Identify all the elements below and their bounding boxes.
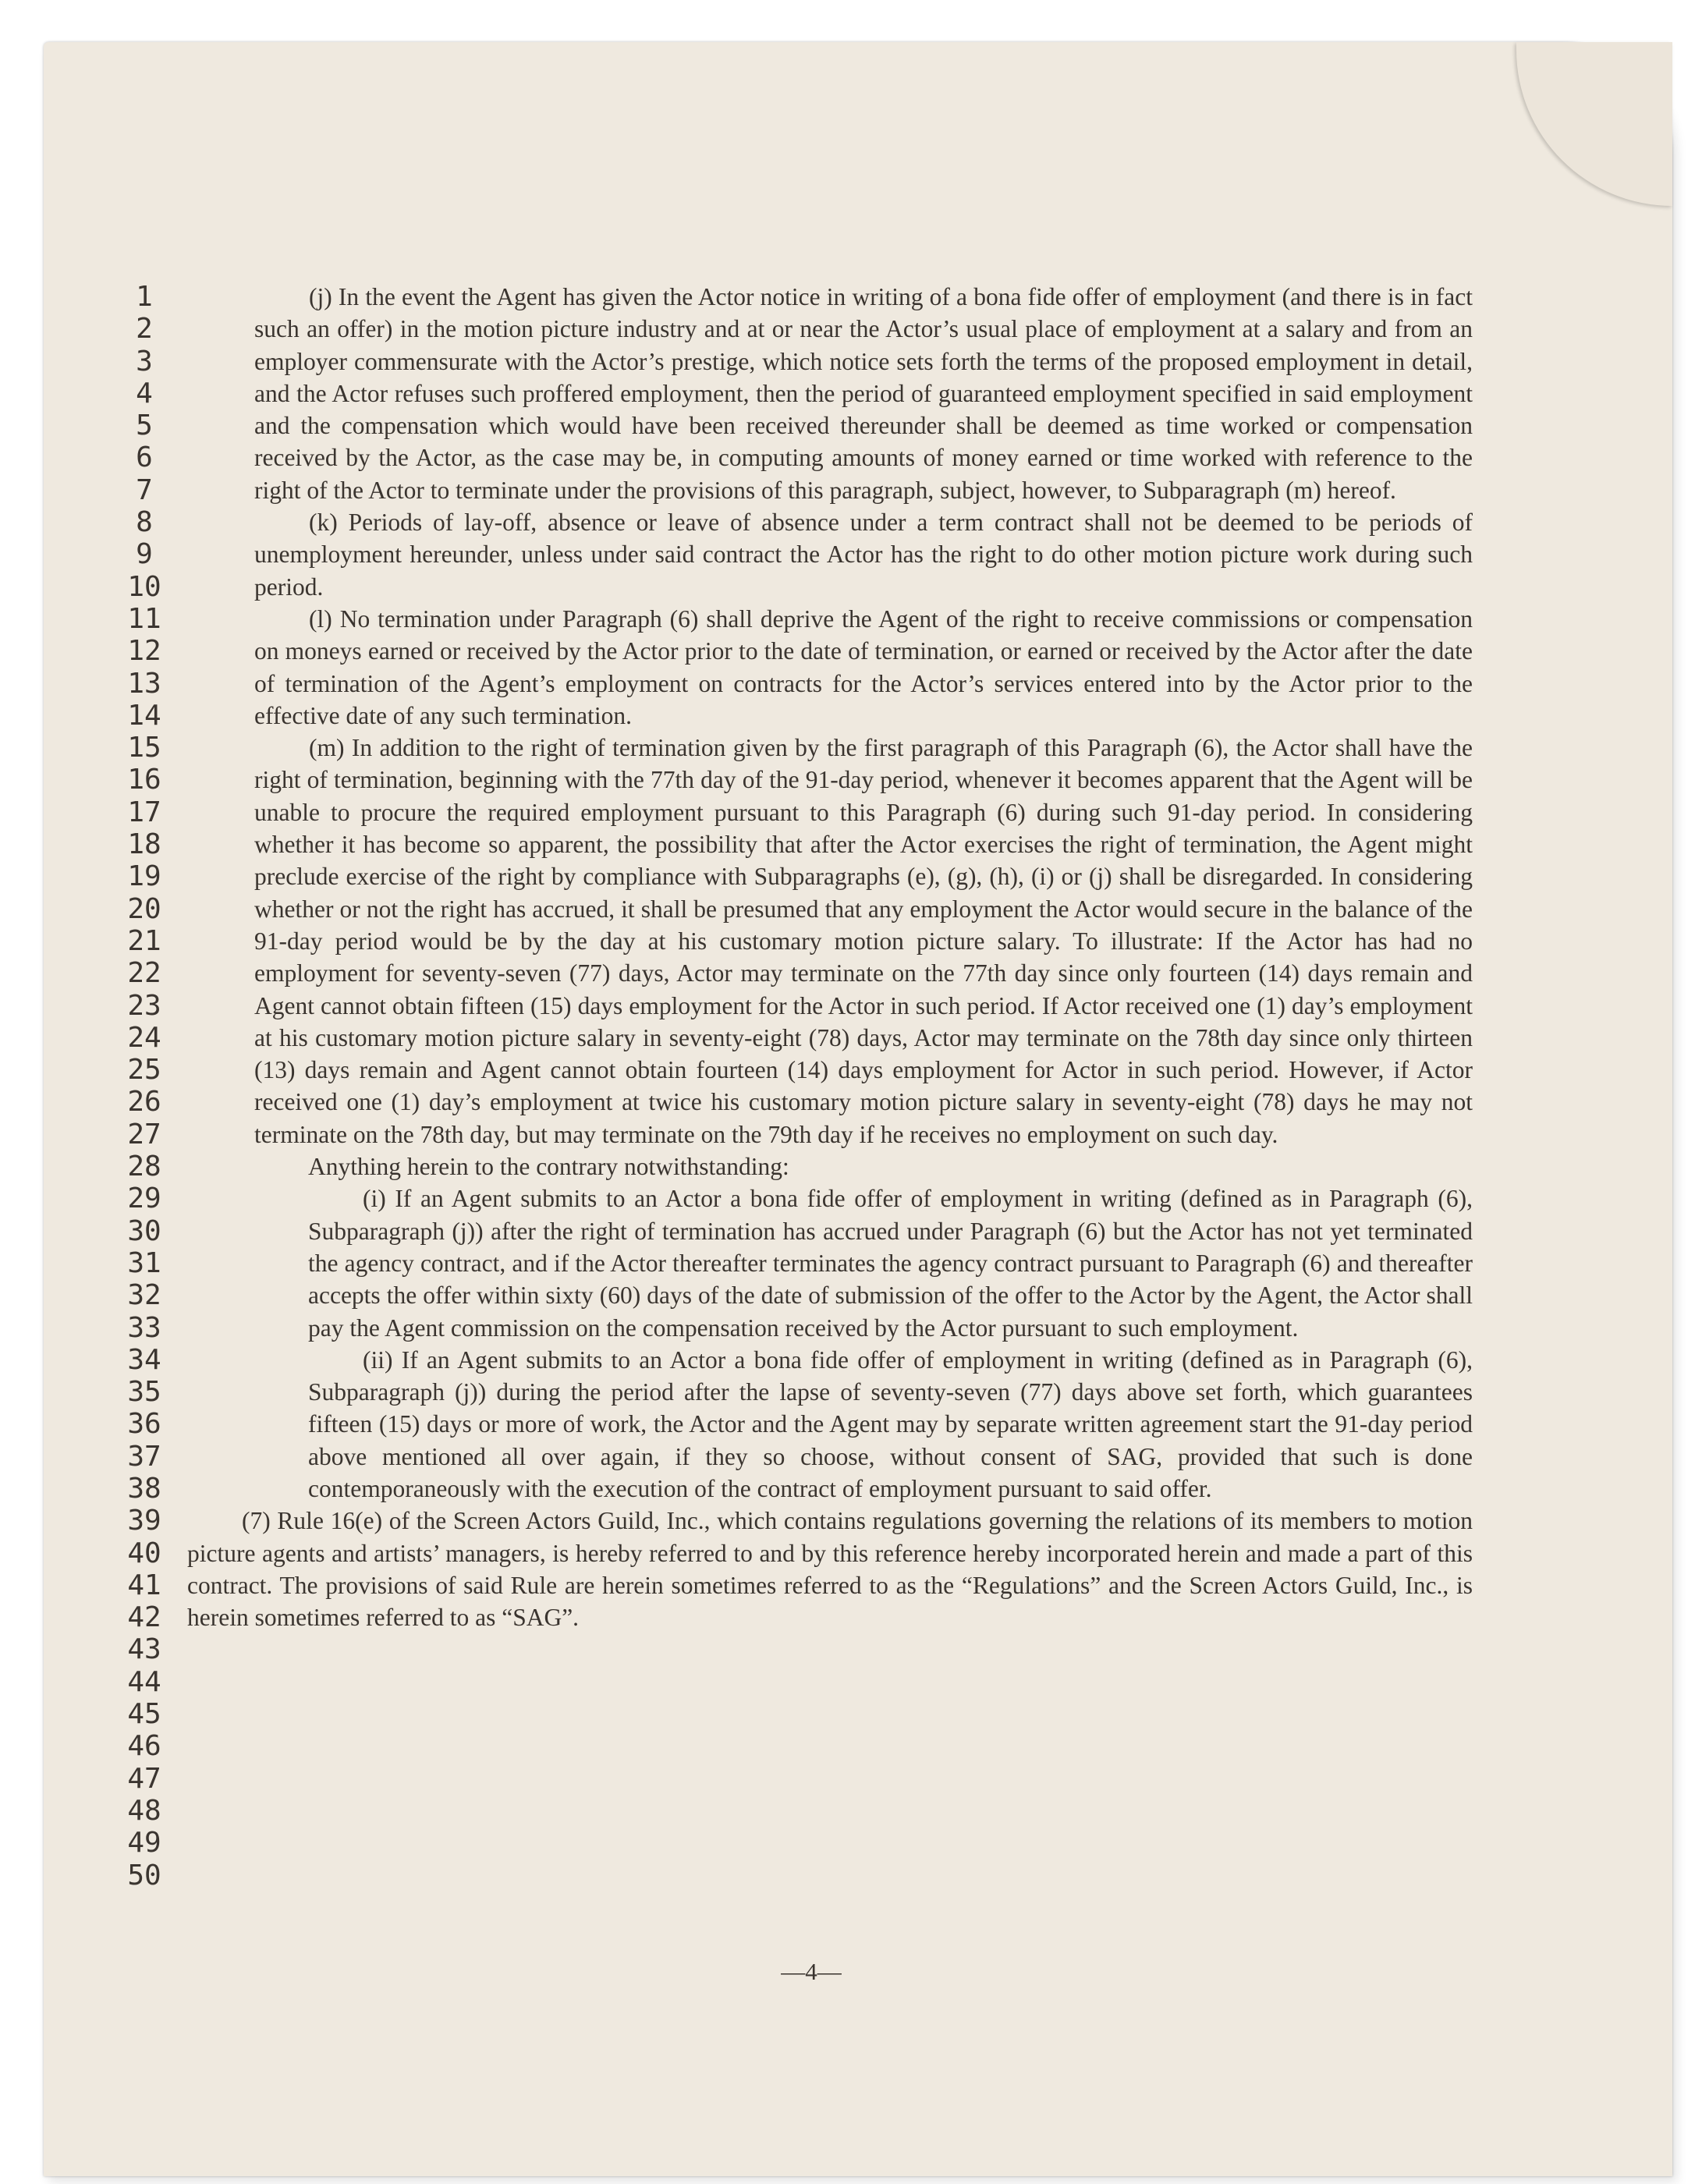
line-number: 25 <box>127 1054 161 1087</box>
line-number: 27 <box>127 1118 161 1150</box>
line-number: 38 <box>127 1472 161 1505</box>
line-number: 26 <box>127 1086 161 1119</box>
line-number: 20 <box>127 892 161 925</box>
line-number: 50 <box>127 1859 161 1892</box>
line-number: 5 <box>136 410 153 442</box>
line-number: 42 <box>127 1601 161 1634</box>
line-number: 21 <box>127 924 161 957</box>
line-number: 47 <box>127 1762 161 1795</box>
line-number: 13 <box>127 667 161 700</box>
line-number: 45 <box>127 1698 161 1731</box>
line-number: 34 <box>127 1343 161 1376</box>
paragraph-j: (j) In the event the Agent has given the Actor notice in writing of a bona fide offer of employment (and there is in fact such an offer) in the motion picture industry and at or near the Actor’s usual place of employment at a salary and from an employer commensurate with the Actor’s prestige, which notice sets forth the terms of the proposed employment in detail, and the Actor refuses such proffered employment, then the period of guaranteed employment specified in said employment and the compensation which would have been received thereunder shall be deemed as time worked or compensation received by the Actor, as the case may be, in computing amounts of money earned or time worked with reference to the right of the Actor to terminate under the provisions of this paragraph, subject, however, to Subparagraph (m) hereof. <box>254 283 1473 504</box>
line-number: 40 <box>127 1537 161 1569</box>
paragraph-k: (k) Periods of lay-off, absence or leave of absence under a term contract shall not be deemed to be periods of unemployment hereunder, unless under said contract the Actor has the right to do other motion picture work during such period. <box>254 509 1473 601</box>
line-number: 46 <box>127 1730 161 1763</box>
line-number: 28 <box>127 1150 161 1183</box>
line-number: 36 <box>127 1408 161 1441</box>
line-number: 16 <box>127 764 161 796</box>
paragraph-7: (7) Rule 16(e) of the Screen Actors Guild, Inc., which contains regulations governing the relations of its members to motion picture agents and artists’ managers, is hereby referred to and by this reference hereby incorporated herein and made a part of this contract. The provisions of said Rule are herein sometimes referred to as the “Regulations” and the Screen Actors Guild, Inc., is herein sometimes referred to as “SAG”. <box>187 1507 1473 1632</box>
line-number: 12 <box>127 635 161 668</box>
line-number: 9 <box>136 538 153 571</box>
subparagraph-ii: (ii) If an Agent submits to an Actor a bona fide offer of employment in writing (defined as in Paragraph (6), Subparagraph (j)) during the period after the lapse of seventy-seven (77) days above set forth, which guarantees fifteen (15) days or more of work, the Actor and the Agent may by separate written agreement start the 91-day period above mentioned all over again, if they so choose, without consent of SAG, provided that such is done contemporaneously with the execution of the contract of employment pursuant to said offer. <box>308 1346 1473 1502</box>
page-corner-fold <box>1516 42 1672 206</box>
line-number: 30 <box>127 1214 161 1247</box>
line-number: 22 <box>127 957 161 990</box>
line-number: 6 <box>136 441 153 474</box>
line-number: 18 <box>127 828 161 861</box>
line-number: 14 <box>127 699 161 732</box>
line-number: 49 <box>127 1827 161 1860</box>
line-number: 31 <box>127 1246 161 1279</box>
line-number: 11 <box>127 602 161 635</box>
line-number: 44 <box>127 1665 161 1698</box>
line-number: 32 <box>127 1279 161 1312</box>
line-number: 48 <box>127 1794 161 1827</box>
line-number: 37 <box>127 1440 161 1473</box>
line-number: 10 <box>127 570 161 603</box>
line-number: 1 <box>136 281 153 313</box>
line-number: 15 <box>127 732 161 764</box>
subparagraph-i: (i) If an Agent submits to an Actor a bona fide offer of employment in writing (defined as in Paragraph (6), Subparagraph (j)) after the right of termination has accrued under Paragraph (6) but the Actor has not yet terminated the agency contract, and if the Actor thereafter terminates the agency contract pursuant to Paragraph (6) and thereafter accepts the offer within sixty (60) days of the date of submission of the offer to the Actor by the Agent, the Actor shall pay the Agent commission on the compensation received by the Actor pursuant to such employment. <box>308 1185 1473 1342</box>
page-number: —4— <box>781 1958 842 1985</box>
line-number: 24 <box>127 1021 161 1054</box>
line-number: 2 <box>136 313 153 346</box>
line-number: 33 <box>127 1311 161 1344</box>
line-number: 29 <box>127 1182 161 1215</box>
line-number: 17 <box>127 796 161 828</box>
paragraph-l: (l) No termination under Paragraph (6) shall deprive the Agent of the right to receive commissions or compensation on moneys earned or received by the Actor prior to the date of termination, or earned or received by the Actor after the date of termination of the Agent’s employment on contracts for the Actor’s services entered into by the Actor prior to the effective date of any such termination. <box>254 604 1473 729</box>
paragraph-m: (m) In addition to the right of termination given by the first paragraph of this Paragraph (6), the Actor shall have the right of termination, beginning with the 77th day of the 91-day period, whenever it becomes apparent that the Agent will be unable to procure the required employment pursuant to this Paragraph (6) during such 91-day period. In considering whether it has become so apparent, the possibility that after the Actor exercises the right of termination, the Agent might preclude exercise of the right by compliance with Subparagraphs (e), (g), (h), (i) or (j) shall be disregarded. In considering whether or not the right has accrued, it shall be presumed that any employment the Actor would secure in the balance of the 91-day period would be by the day at his customary motion picture salary. To illustrate: If the Actor has had no employment for seventy-seven (77) days, Actor may terminate on the 77th day since only fourteen (14) days remain and Agent cannot obtain fifteen (15) days employment for the Actor in such period. If Actor received one (1) day’s employment at his customary motion picture salary in seventy-eight (78) days, Actor may terminate on the 78th day since only thirteen (13) days remain and Agent cannot obtain fourteen (14) days employment for Actor in such period. However, if Actor received one (1) day’s employment at twice his customary motion picture salary in seventy-eight (78) days he may not terminate on the 78th day, but may terminate on the 79th day if he receives no employment on such day. <box>254 734 1473 1148</box>
contract-body <box>187 281 1473 1633</box>
line-number: 19 <box>127 860 161 893</box>
line-number: 3 <box>136 345 153 378</box>
line-number: 4 <box>136 377 153 410</box>
line-number: 43 <box>127 1633 161 1666</box>
line-number: 7 <box>136 473 153 506</box>
line-number-column <box>101 281 187 1892</box>
notwithstanding-clause: Anything herein to the contrary notwithstanding: <box>308 1153 789 1181</box>
line-number: 23 <box>127 989 161 1022</box>
line-number: 8 <box>136 506 153 539</box>
line-number: 35 <box>127 1376 161 1409</box>
line-number: 39 <box>127 1505 161 1537</box>
line-number: 41 <box>127 1569 161 1601</box>
